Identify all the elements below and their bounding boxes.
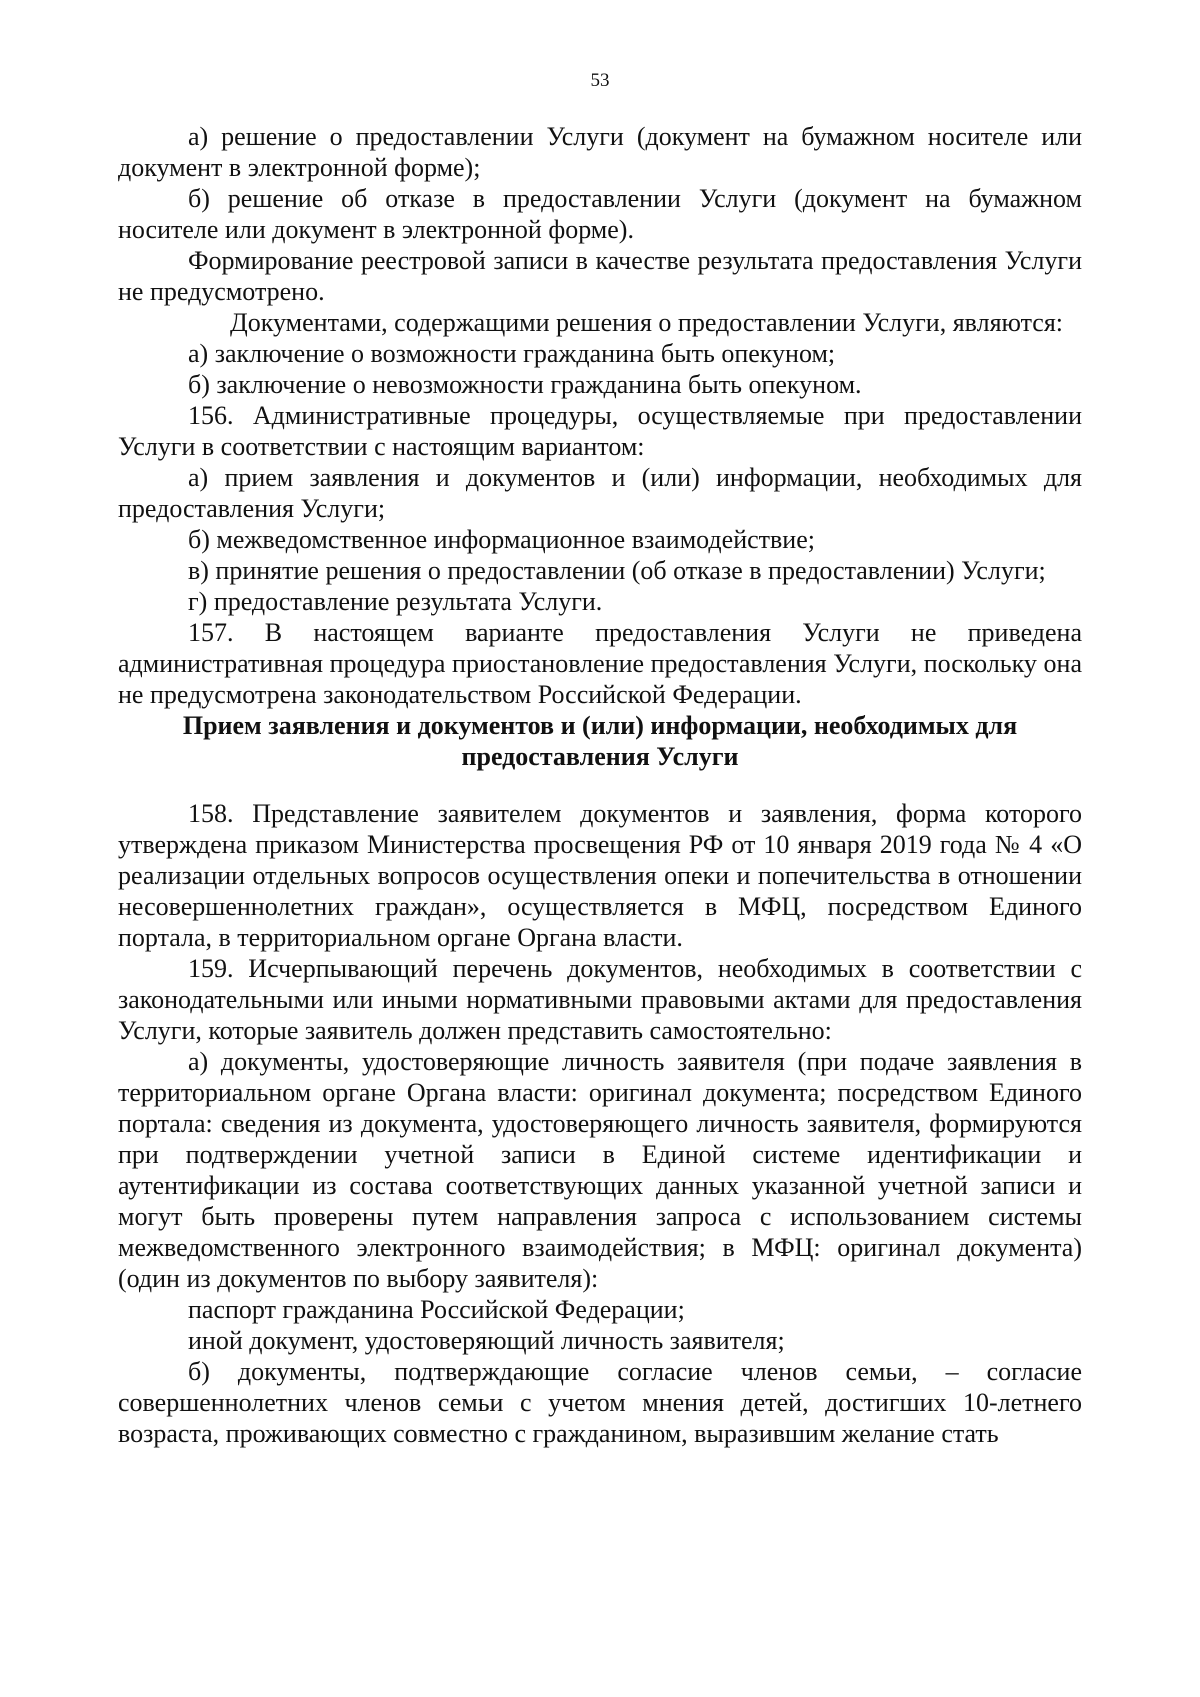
paragraph-other-id: иной документ, удостоверяющий личность заявителя; <box>188 1326 785 1355</box>
paragraph-passport: паспорт гражданина Российской Федерации; <box>188 1295 685 1324</box>
paragraph-result-decision: а) решение о предоставлении Услуги (документ на бумажном носителе или документ в электронной форме); <box>118 122 1082 182</box>
paragraph-decision-documents: Документами, содержащими решения о предоставлении Услуги, являются: <box>230 308 1064 337</box>
paragraph-conclusion-impossible: б) заключение о невозможности гражданина быть опекуном. <box>188 370 862 399</box>
document-body <box>118 121 1082 1449</box>
page-number: 53 <box>590 70 610 91</box>
paragraph-159-a: а) документы, удостоверяющие личность заявителя (при подаче заявления в территориальном органе Органа власти: оригинал документа; посредством Единого портала: сведения из документа, удостоверяющего личность заявителя, формируются при подтверждении учетной записи в Единой системе идентификации и аутентификации из состава соответствующих данных указанной учетной записи и могут быть проверены путем направления запроса с использованием системы межведомственного электронного взаимодействия; в МФЦ: оригинал документа) (один из документов по выбору заявителя): <box>118 1047 1082 1293</box>
paragraph-156-a: а) прием заявления и документов и (или) информации, необходимых для предоставления Услуги; <box>118 463 1082 523</box>
paragraph-156-g: г) предоставление результата Услуги. <box>188 587 603 616</box>
paragraph-156: 156. Административные процедуры, осуществляемые при предоставлении Услуги в соответствии с настоящим вариантом: <box>118 401 1082 461</box>
paragraph-conclusion-possible: а) заключение о возможности гражданина быть опекуном; <box>188 339 836 368</box>
paragraph-result-refusal: б) решение об отказе в предоставлении Услуги (документ на бумажном носителе или документ в электронной форме). <box>118 184 1082 244</box>
paragraph-156-v: в) принятие решения о предоставлении (об отказе в предоставлении) Услуги; <box>188 556 1046 585</box>
section-heading: Прием заявления и документов и (или) информации, необходимых для предоставления Услуги <box>182 711 1018 771</box>
paragraph-159: 159. Исчерпывающий перечень документов, необходимых в соответствии с законодательными или иными нормативными правовыми актами для предоставления Услуги, которые заявитель должен представить самостоятельно: <box>118 954 1082 1045</box>
paragraph-158: 158. Представление заявителем документов и заявления, форма которого утверждена приказом Министерства просвещения РФ от 10 января 2019 года № 4 «О реализации отдельных вопросов осуществления опеки и попечительства в отношении несовершеннолетних граждан», осуществляется в МФЦ, посредством Единого портала, в территориальном органе Органа власти. <box>118 799 1082 952</box>
paragraph-156-b: б) межведомственное информационное взаимодействие; <box>188 525 815 554</box>
paragraph-registry-record: Формирование реестровой записи в качестве результата предоставления Услуги не предусмотрено. <box>118 246 1082 306</box>
paragraph-159-b: б) документы, подтверждающие согласие членов семьи, – согласие совершеннолетних членов семьи с учетом мнения детей, достигших 10-летнего возраста, проживающих совместно с гражданином, выразившим желание стать <box>118 1357 1082 1448</box>
paragraph-157: 157. В настоящем варианте предоставления Услуги не приведена административная процедура приостановление предоставления Услуги, поскольку она не предусмотрена законодательством Российской Федерации. <box>118 618 1082 709</box>
